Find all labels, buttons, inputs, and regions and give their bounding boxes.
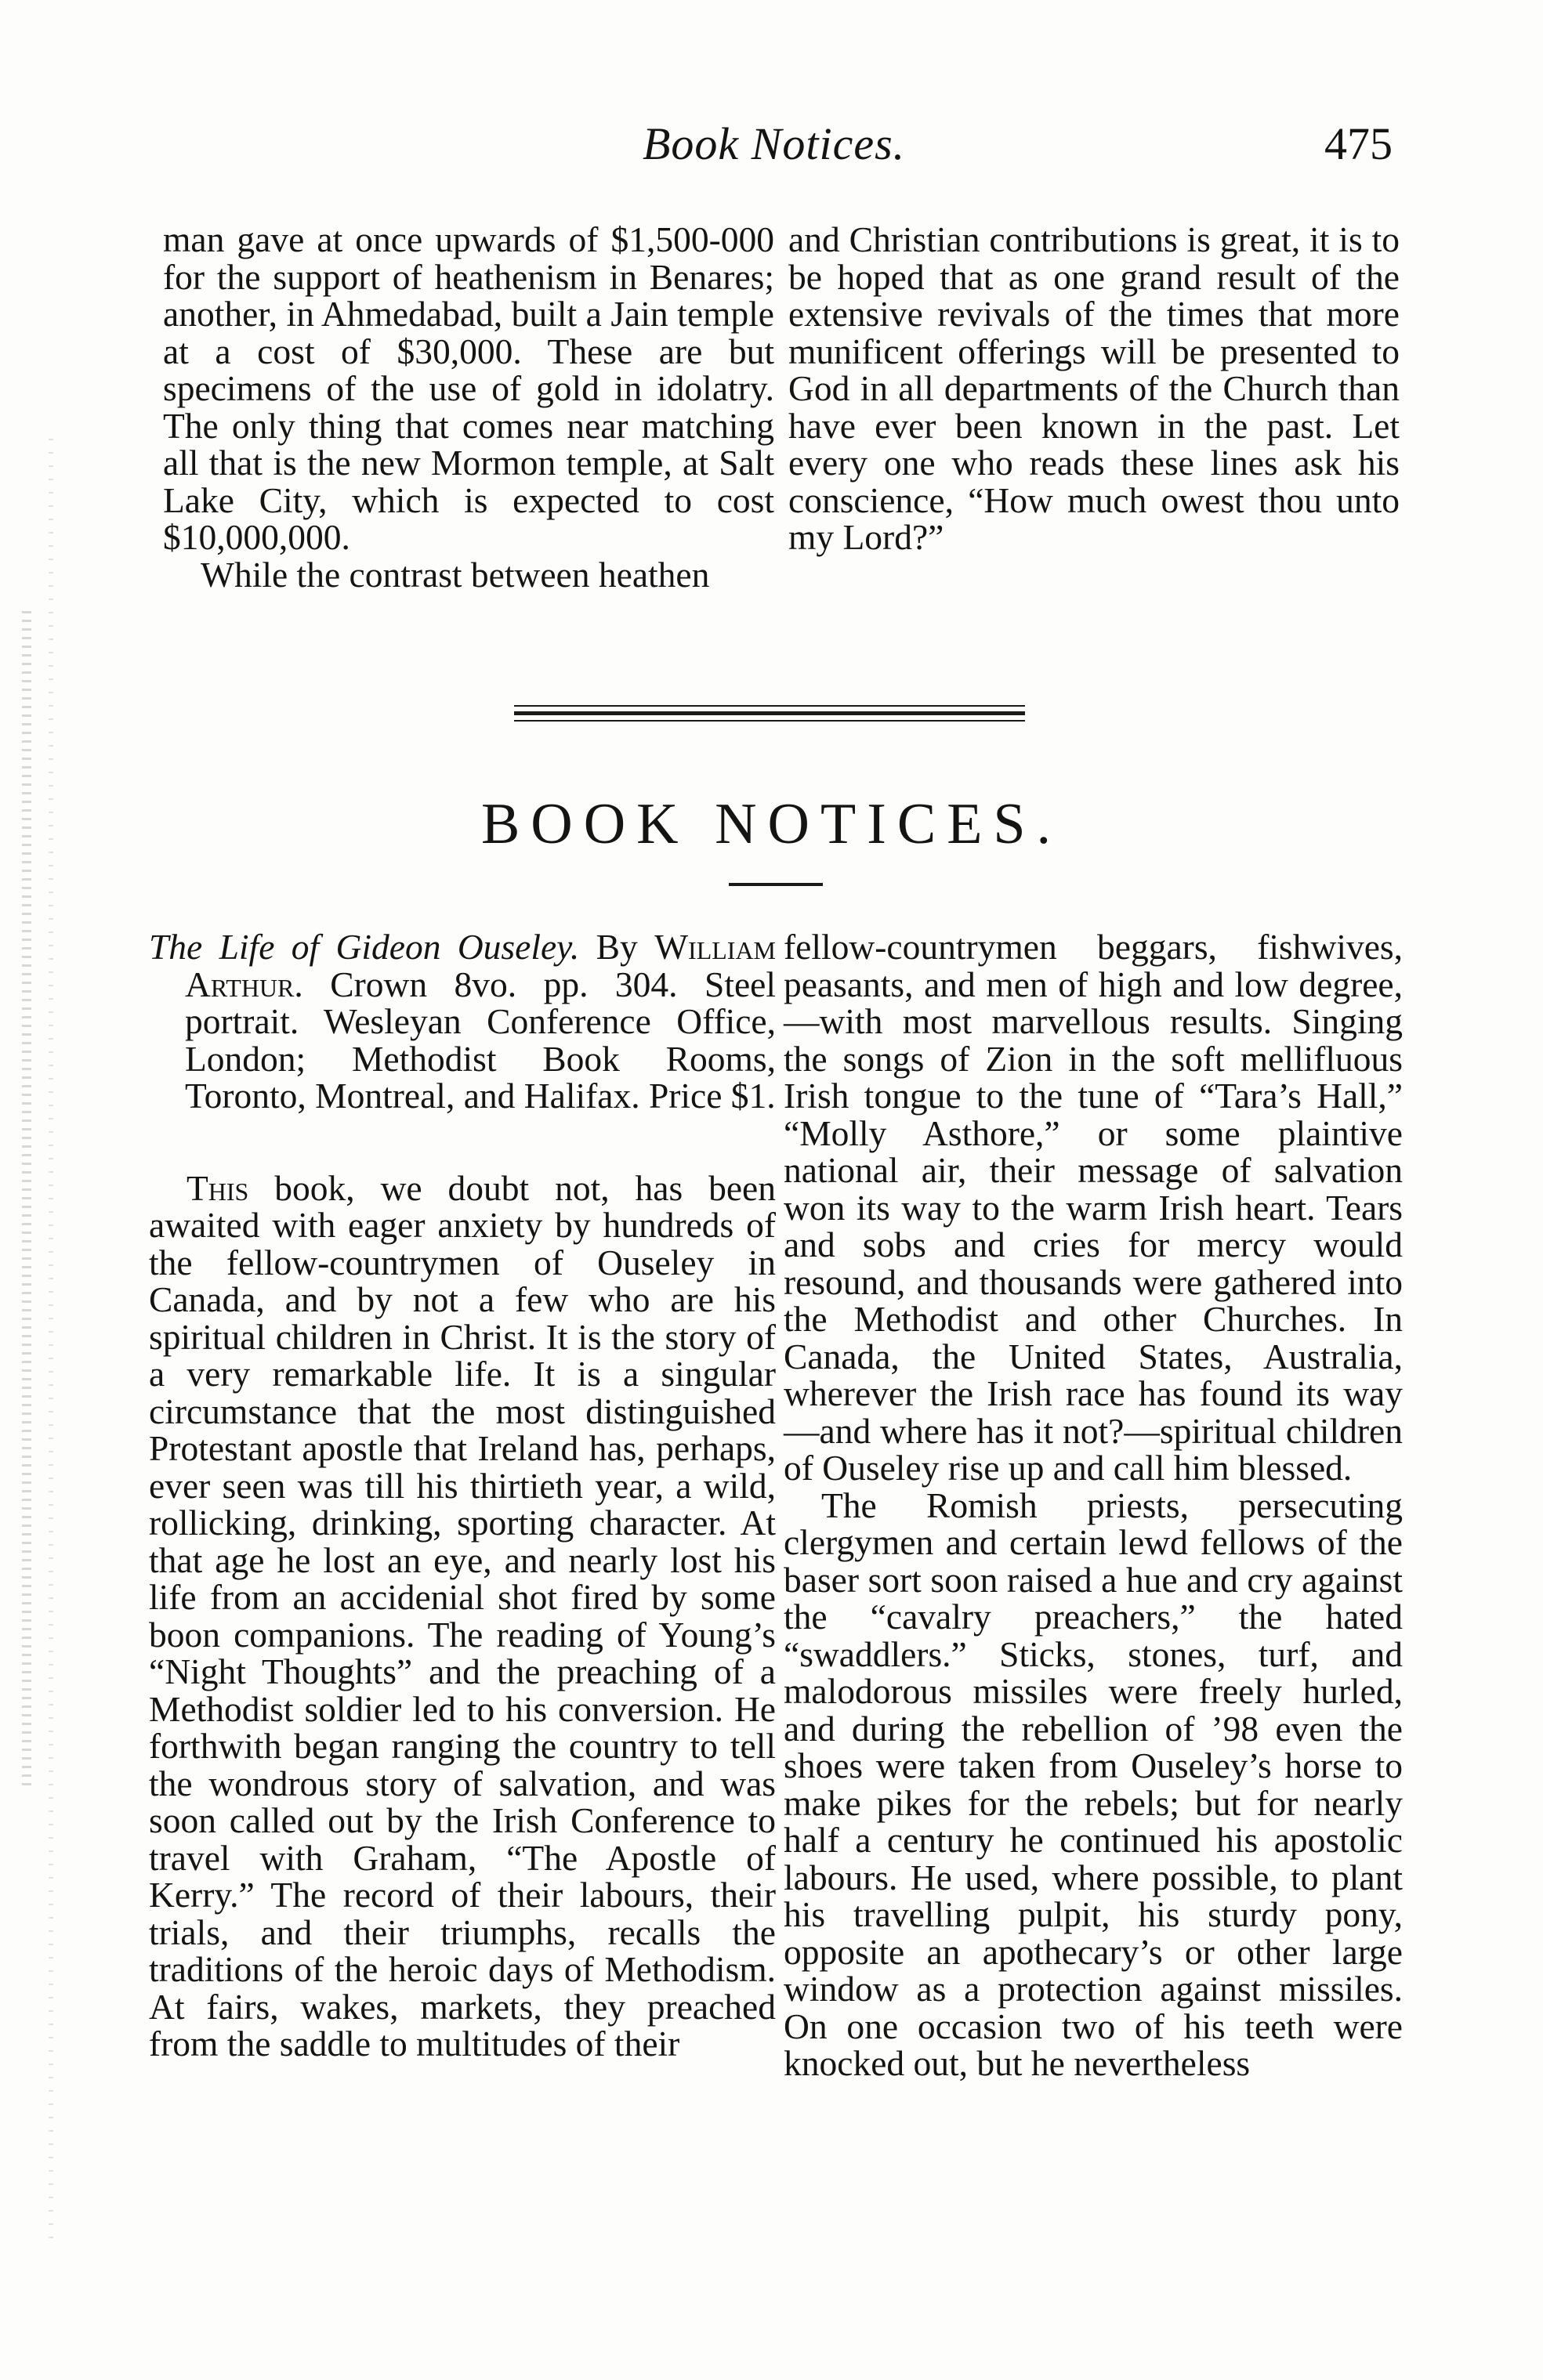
book-by: By (596, 927, 638, 967)
paragraph-text: book, we doubt not, has been awaited with eager anxiety by hundreds of the fellow-countrymen of Ouseley in Canada, and by not a few who are his spiritual children in Christ. It is the story of a very remarkable life. It is a singular circumstance that the most distinguished Protestant apostle that Ireland has, perhaps, ever seen was till his thirtieth year, a wild, rollicking, drinking, sporting character. At that age he lost an eye, and nearly lost his life from an accidenial shot fired by some boon companions. The reading of Young’s “Night Thoughts” and the preaching of a Methodist soldier led to his conversion. He forthwith began ranging the country to tell the wondrous story of salvation, and was soon called out by the Irish Conference to travel with Graham, “The Apostle of Kerry.” The record of their labours, their trials, and their triumphs, recalls the traditions of the heroic days of Methodism. At fairs, wakes, markets, they preached from the saddle to multitudes of their (149, 1167, 776, 2064)
opening-word: This (187, 1167, 249, 1208)
top-left-column (163, 221, 774, 593)
scan-edge-artifact (22, 611, 31, 1786)
running-header (0, 118, 1543, 172)
paragraph: The Romish priests, persecuting clergymen and certain lewd fellows of the baser sort soon raised a hue and cry against the “cavalry preachers,” the hated “swaddlers.” Sticks, stones, turf, and malodorous missiles were freely hurled, and during the rebellion of ’98 even the shoes were taken from Ouseley’s horse to make pikes for the rebels; but for nearly half a century he continued his apostolic labours. He used, where possible, to plant his travelling pulpit, his sturdy pony, opposite an apothecary’s or other large window as a protection against missiles. On one occasion two of his teeth were knocked out, but he nevertheless (784, 1485, 1403, 2083)
paragraph: fellow-countrymen beggars, fishwives, peasants, and men of high and low degree,—with most marvellous results. Singing the songs of Zion in the soft mellifluous Irish tongue to the tune of “Tara’s Hall,” “Molly Asthore,” or some plaintive national air, their message of salvation won its way to the warm Irish heart. Tears and sobs and cries for mercy would resound, and thousands were gathered into the Methodist and other Churches. In Canada, the United States, Australia, wherever the Irish race has found its way—and where has it not?—spiritual children of Ouseley rise up and call him blessed. (784, 927, 1403, 1488)
paragraph: man gave at once upwards of $1,500-000 for the support of heathenism in Benares; another, in Ahmedabad, built a Jain temple at a cost of $30,000. These are but specimens of the use of gold in idolatry. The only thing that comes near matching all that is the new Mormon temple, at Salt Lake City, which is expected to cost $10,000,000. (163, 219, 774, 557)
book-entry (149, 928, 776, 1115)
top-right-column (788, 221, 1400, 556)
section-title: BOOK NOTICES. (480, 792, 1063, 856)
book-details: Crown 8vo. pp. 304. Steel portrait. Wesleyan Conference Office, London; Methodist Book Rooms, Toronto, Montreal, and Halifax. Price $1. (185, 964, 776, 1116)
paragraph: and Christian contributions is great, it is to be hoped that as one grand result of the extensive revivals of the times that more munificent offerings will be presented to God in all departments of the Church than have ever been known in the past. Let every one who reads these lines ask his conscience, “How much owest thou unto my Lord?” (788, 219, 1400, 557)
paragraph: While the contrast between heathen (201, 554, 710, 595)
scan-edge-artifact (49, 439, 53, 2241)
page-number: 475 (1324, 118, 1393, 169)
title-underline (729, 883, 823, 886)
bottom-right-column (784, 928, 1403, 2082)
section-divider (514, 705, 1025, 726)
book-author: William Arthur. (185, 927, 777, 1004)
book-title: The Life of Gideon Ouseley. (149, 927, 580, 967)
paragraph (149, 1167, 776, 2064)
bottom-left-column (149, 928, 776, 2063)
running-title: Book Notices. (643, 118, 906, 169)
